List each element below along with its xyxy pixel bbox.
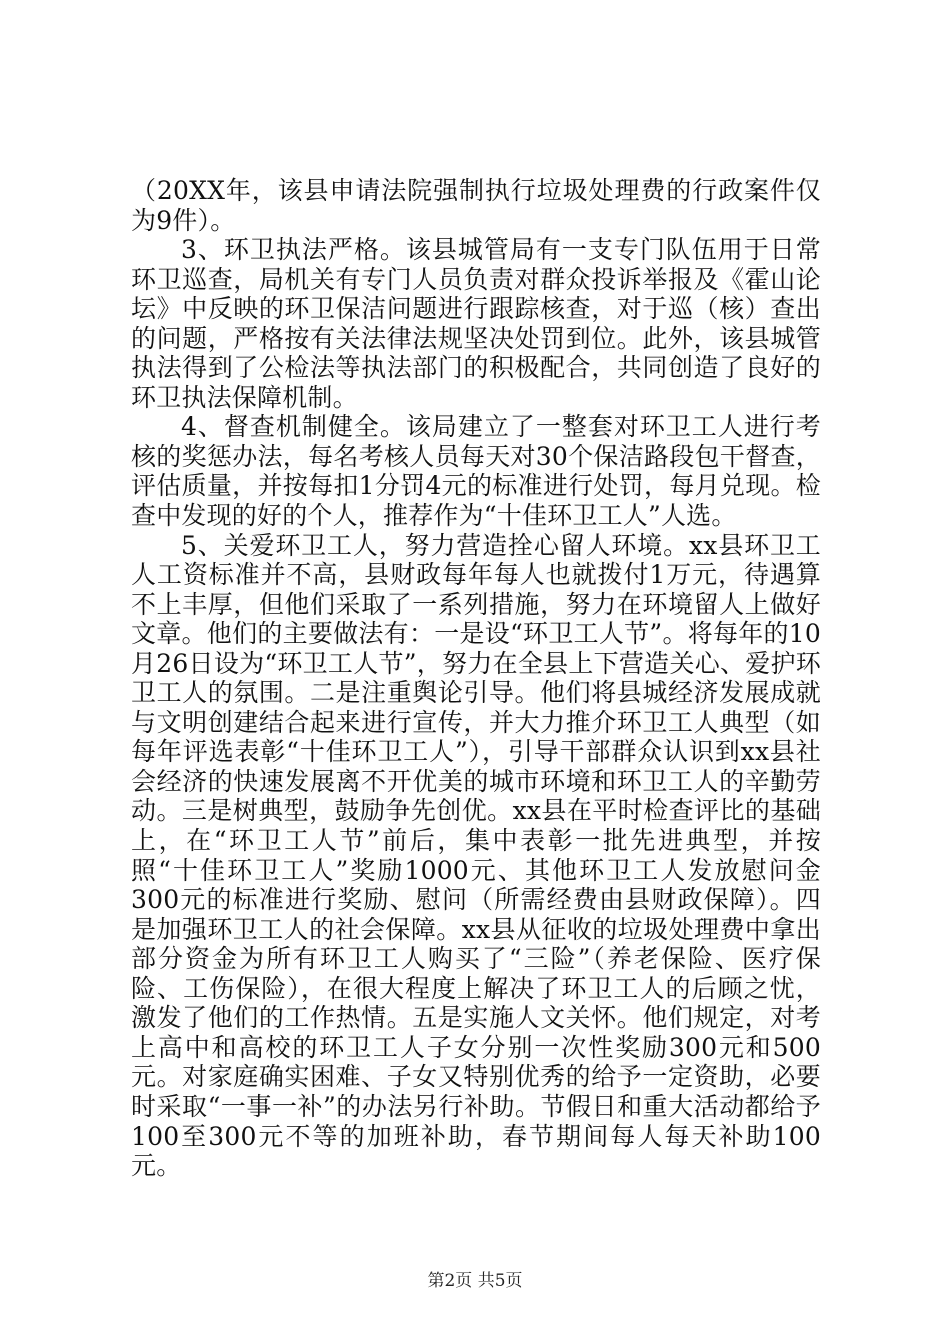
- paragraph-worker-care: 5、关爱环卫工人，努力营造拴心留人环境。xx县环卫工人工资标准并不高，县财政每年每人也就拨付1万元，待遇算不上丰厚，但他们采取了一系列措施，努力在环境留人上做好文章。他们的主要做法有：一是设“环卫工人节”。将每年的10月26日设为“环卫工人节”，努力在全县上下营造关心、爱护环卫工人的氛围。二是注重舆论引导。他们将县城经济发展成就与文明创建结合起来进行宣传，并大力推介环卫工人典型（如每年评选表彰“十佳环卫工人”），引导干部群众认识到xx县社会经济的快速发展离不开优美的城市环境和环卫工人的辛勤劳动。三是树典型，鼓励争先创优。xx县在平时检查评比的基础上，在“环卫工人节”前后，集中表彰一批先进典型，并按照“十佳环卫工人”奖励1000元、其他环卫工人发放慰问金300元的标准进行奖励、慰问（所需经费由县财政保障）。四是加强环卫工人的社会保障。xx县从征收的垃圾处理费中拿出部分资金为所有环卫工人购买了“三险”（养老保险、医疗保险、工伤保险），在很大程度上解决了环卫工人的后顾之忧，激发了他们的工作热情。五是实施人文关怀。他们规定，对考上高中和高校的环卫工人子女分别一次性奖励300元和500元。对家庭确实困难、子女又特别优秀的给予一定资助，必要时采取“一事一补”的办法另行补助。节假日和重大活动都给予100至300元不等的加班补助，春节期间每人每天补助100元。: [131, 530, 821, 1181]
- paragraph-law-enforcement: 3、环卫执法严格。该县城管局有一支专门队伍用于日常环卫巡查，局机关有专门人员负责对群众投诉举报及《霍山论坛》中反映的环卫保洁问题进行跟踪核查，对于巡（核）查出的问题，严格按有关法律法规坚决处罚到位。此外，该县城管执法得到了公检法等执法部门的积极配合，共同创造了良好的环卫执法保障机制。: [131, 235, 821, 412]
- document-body: [131, 176, 821, 1181]
- paragraph-supervision: 4、督查机制健全。该局建立了一整套对环卫工人进行考核的奖惩办法，每名考核人员每天对30个保洁路段包干督查，评估质量，并按每扣1分罚4元的标准进行处罚，每月兑现。检查中发现的好的个人，推荐作为“十佳环卫工人”人选。: [131, 412, 821, 531]
- paragraph-continuation: （20XX年，该县申请法院强制执行垃圾处理费的行政案件仅为9件）。: [131, 176, 821, 235]
- page-footer: 第2页 共5页: [427, 1271, 523, 1291]
